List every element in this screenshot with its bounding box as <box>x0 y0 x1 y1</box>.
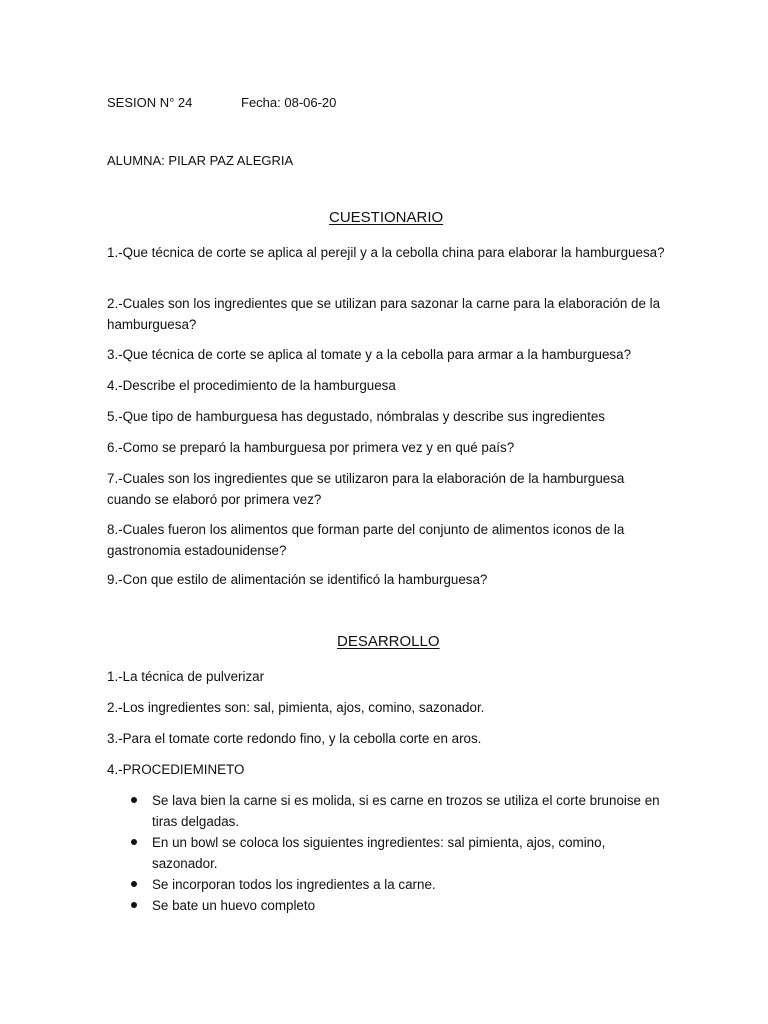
procedure-step-text: Se bate un huevo completo <box>152 898 316 913</box>
student-name: ALUMNA: PILAR PAZ ALEGRIA <box>107 153 294 168</box>
procedure-step <box>131 832 671 874</box>
question-item: 9.-Con que estilo de alimentación se identificó la hamburguesa? <box>107 572 488 587</box>
procedure-step-text: En un bowl se coloca los siguientes ingredientes: sal pimienta, ajos, comino, sazonador. <box>152 835 606 871</box>
procedure-step-text: Se lava bien la carne si es molida, si es carne en trozos se utiliza el corte brunoise en tiras delgadas. <box>152 793 660 829</box>
answer-item: 4.-PROCEDIEMINETO <box>107 762 245 777</box>
answer-item: 3.-Para el tomate corte redondo fino, y la cebolla corte en aros. <box>107 731 482 746</box>
procedure-step <box>131 790 671 832</box>
session-date: Fecha: 08-06-20 <box>241 95 337 110</box>
question-item: 8.-Cuales fueron los alimentos que forman parte del conjunto de alimentos iconos de la gastronomia estadounidense? <box>107 522 625 558</box>
question-item: 1.-Que técnica de corte se aplica al perejil y a la cebolla china para elaborar la hamburguesa? <box>107 245 665 260</box>
question-item: 5.-Que tipo de hamburguesa has degustado, nómbralas y describe sus ingredientes <box>107 409 605 424</box>
answer-item: 2.-Los ingredientes son: sal, pimienta, ajos, comino, sazonador. <box>107 700 485 715</box>
question-item: 7.-Cuales son los ingredientes que se utilizaron para la elaboración de la hamburguesa cuando se elaboró por primera vez? <box>107 471 625 507</box>
question-item: 4.-Describe el procedimiento de la hamburguesa <box>107 378 396 393</box>
bullet-icon <box>131 839 137 845</box>
procedure-step <box>131 895 671 916</box>
answer-item: 1.-La técnica de pulverizar <box>107 669 265 684</box>
session-number: SESION N° 24 <box>107 95 193 110</box>
procedure-list <box>131 790 671 916</box>
question-item: 3.-Que técnica de corte se aplica al tomate y a la cebolla para armar a la hamburguesa? <box>107 347 632 362</box>
bullet-icon <box>131 881 137 887</box>
bullet-icon <box>131 797 137 803</box>
question-item: 2.-Cuales son los ingredientes que se utilizan para sazonar la carne para la elaboración de la hamburguesa? <box>107 296 661 332</box>
development-title: DESARROLLO <box>337 633 440 650</box>
bullet-icon <box>131 902 137 908</box>
procedure-step-text: Se incorporan todos los ingredientes a la carne. <box>152 877 436 892</box>
procedure-step <box>131 874 671 895</box>
question-item: 6.-Como se preparó la hamburguesa por primera vez y en qué país? <box>107 440 515 455</box>
questionnaire-title: CUESTIONARIO <box>329 209 444 226</box>
